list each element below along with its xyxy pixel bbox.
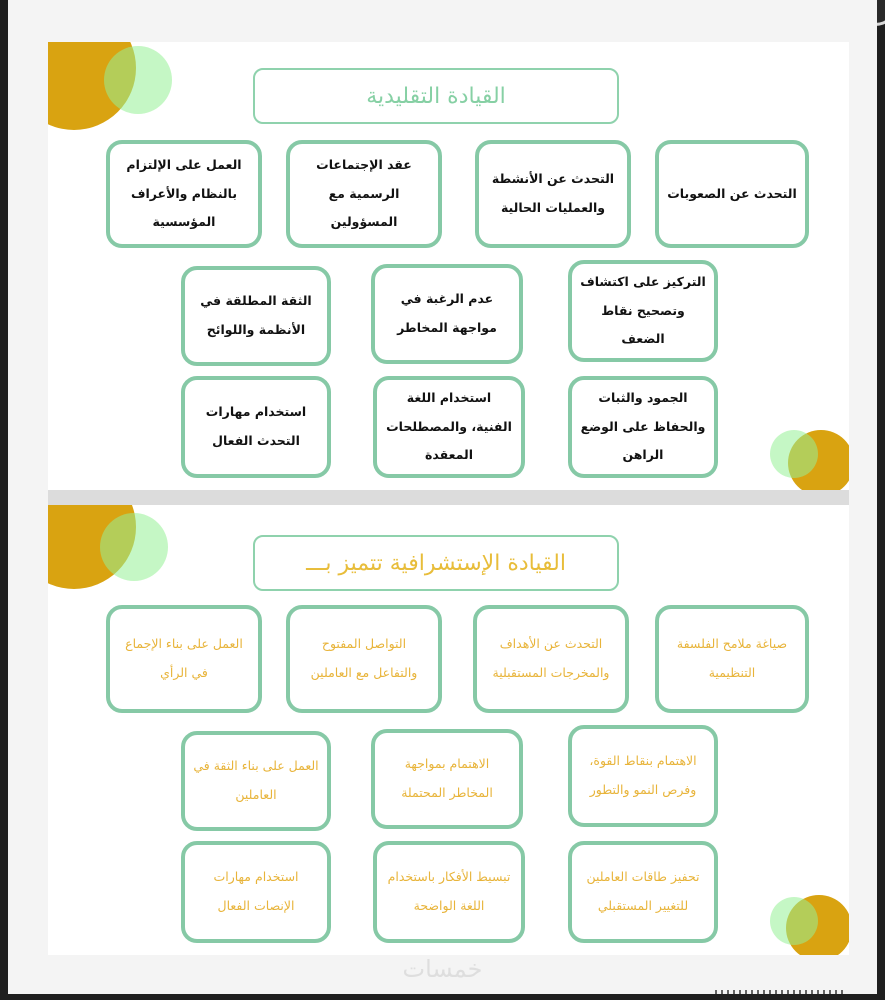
- decor-circle-mint: [104, 46, 172, 114]
- card-item: التحدث عن الأهداف والمخرجات المستقبلية: [473, 605, 629, 713]
- window-frame-right: [877, 0, 885, 1000]
- card-item: التحدث عن الأنشطة والعمليات الحالية: [475, 140, 631, 248]
- card-item: تبسيط الأفكار باستخدام اللغة الواضحة: [373, 841, 525, 943]
- card-item: الاهتمام بنقاط القوة، وفرص النمو والتطور: [568, 725, 718, 827]
- card-item: استخدام اللغة الفنية، والمصطلحات المعقدة: [373, 376, 525, 478]
- card-item: التحدث عن الصعوبات: [655, 140, 809, 248]
- watermark-logo: خمسات: [402, 955, 483, 983]
- card-item: عقد الإجتماعات الرسمية مع المسؤولين: [286, 140, 442, 248]
- card-item: العمل على بناء الإجماع في الرأي: [106, 605, 262, 713]
- slide-divider: [48, 490, 849, 505]
- card-item: الجمود والثبات والحفاظ على الوضع الراهن: [568, 376, 718, 478]
- card-item: الثقة المطلقة في الأنظمة واللوائح: [181, 266, 331, 366]
- card-item: تحفيز طاقات العاملين للتغيير المستقبلي: [568, 841, 718, 943]
- card-item: الاهتمام بمواجهة المخاطر المحتملة: [371, 729, 523, 829]
- slide-title: القيادة الإستشرافية تتميز بـــ: [253, 535, 619, 591]
- window-frame-bottom: [0, 994, 885, 1000]
- card-item: العمل على الإلتزام بالنظام والأعراف المؤسسية: [106, 140, 262, 248]
- slide-title: القيادة التقليدية: [253, 68, 619, 124]
- card-item: استخدام مهارات الإنصات الفعال: [181, 841, 331, 943]
- decor-circle-mint: [770, 430, 818, 478]
- card-item: التواصل المفتوح والتفاعل مع العاملين: [286, 605, 442, 713]
- card-item: عدم الرغبة في مواجهة المخاطر: [371, 264, 523, 364]
- card-item: التركيز على اكتشاف وتصحيح نقاط الضعف: [568, 260, 718, 362]
- slide-visionary-leadership: [48, 505, 849, 955]
- card-item: العمل على بناء الثقة في العاملين: [181, 731, 331, 831]
- decor-circle-mint: [770, 897, 818, 945]
- card-item: استخدام مهارات التحدث الفعال: [181, 376, 331, 478]
- decor-circle-mint: [100, 513, 168, 581]
- window-frame-left: [0, 0, 8, 1000]
- slides-viewer: [8, 0, 877, 994]
- card-item: صياغة ملامح الفلسفة التنظيمية: [655, 605, 809, 713]
- slide-traditional-leadership: [48, 42, 849, 490]
